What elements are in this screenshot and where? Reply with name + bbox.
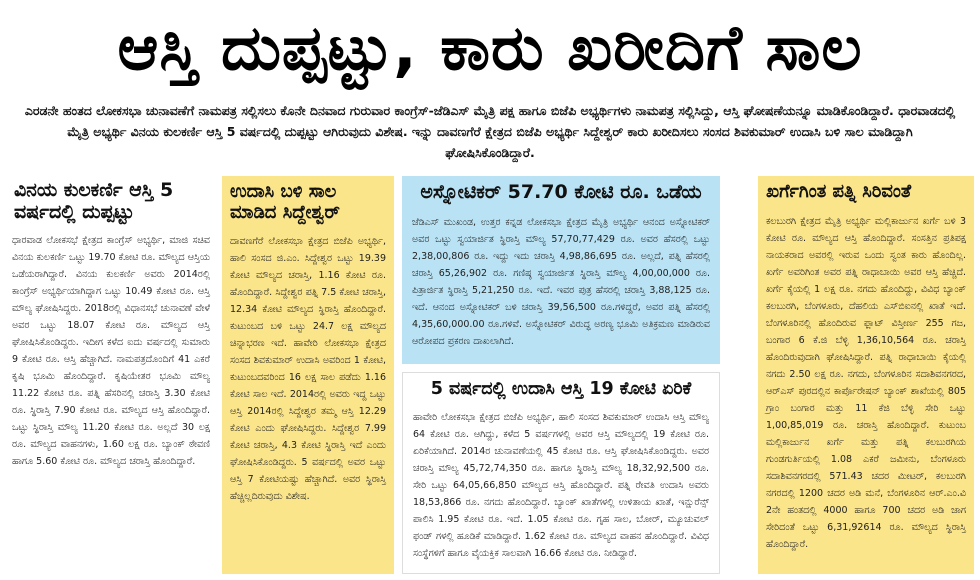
article-vinay-kulkarni bbox=[8, 176, 214, 574]
page-headline: ಆಸ್ತಿ ದುಪ್ಪಟ್ಟು, ಕಾರು ಖರೀದಿಗೆ ಸಾಲ bbox=[117, 11, 863, 84]
intro-paragraph: ಎರಡನೇ ಹಂತದ ಲೋಕಸಭಾ ಚುನಾವಣೆಗೆ ನಾಮಪತ್ರ ಸಲ್ಲಿಸಲು ಕೊನೇ ದಿನವಾದ ಗುರುವಾರ ಕಾಂಗ್ರೆಸ್-ಜೆಡಿಎಸ್ ಮೈತ್ರಿ ಪಕ್ಷ ಹಾಗೂ ಬಿಜೆಪಿ ಅಭ್ಯರ್ಥಿಗಳು ನಾಮಪತ್ರ ಸಲ್ಲಿಸಿದ್ದು, ಆಸ್ತಿ ಘೋಷಣೆಯನ್ನೂ ಮಾಡಿಕೊಂಡಿದ್ದಾರೆ. ಧಾರವಾಡದಲ್ಲಿ ಮೈತ್ರಿ ಅಭ್ಯರ್ಥಿ ವಿನಯ ಕುಲಕರ್ಣಿ ಆಸ್ತಿ 5 ವರ್ಷದಲ್ಲಿ ದುಪ್ಪಟ್ಟು ಆಗಿರುವುದು ವಿಶೇಷ. ಇನ್ನು ದಾವಣಗೆರೆ ಕ್ಷೇತ್ರದ ಬಿಜೆಪಿ ಅಭ್ಯರ್ಥಿ ಸಿದ್ದೇಶ್ವರ್ ಕಾರು ಖರೀದಿಸಲು ಸಂಸದ ಶಿವಕುಮಾರ್ ಉದಾಸಿ ಬಳಿ ಸಾಲ ಮಾಡಿದ್ದಾಗಿ ಘೋಷಿಸಿಕೊಂಡಿದ್ದಾರೆ. bbox=[24, 103, 956, 160]
article-body: ದಾವಣಗೆರೆ ಲೋಕಸಭಾ ಕ್ಷೇತ್ರದ ಬಿಜೆಪಿ ಅಭ್ಯರ್ಥಿ, ಹಾಲಿ ಸಂಸದ ಜಿ.ಎಂ. ಸಿದ್ದೇಶ್ವರ ಒಟ್ಟು 19.39 ಕೋಟಿ ಮೌಲ್ಯದ ಚರಾಸ್ತಿ, 1.16 ಕೋಟಿ ರೂ. ಹೊಂದಿದ್ದಾರೆ. ಸಿದ್ದೇಶ್ವರ ಪತ್ನಿ 7.5 ಕೋಟಿ ಚರಾಸ್ತಿ, 12.34 ಕೋಟಿ ಮೌಲ್ಯದ ಸ್ಥಿರಾಸ್ತಿ ಹೊಂದಿದ್ದಾರೆ. ಕುಟುಂಬದ ಬಳಿ ಒಟ್ಟು 24.7 ಲಕ್ಷ ಮೌಲ್ಯದ ಚಿನ್ನಾಭರಣ ಇದೆ. ಹಾವೇರಿ ಲೋಕಸಭಾ ಕ್ಷೇತ್ರದ ಸಂಸದ ಶಿವಕುಮಾರ್ ಉದಾಸಿ ಅವರಿಂದ 1 ಕೋಟಿ, ಕುಟುಂಬದವರಿಂದ 16 ಲಕ್ಷ ಸಾಲ ಪಡೆದು 1.16 ಕೋಟಿ ಸಾಲ ಇದೆ. 2014ರಲ್ಲಿ ಅವರು ಇದ್ದ ಒಟ್ಟು ಆಸ್ತಿ 2014ರಲ್ಲಿ ಸಿದ್ದೇಶ್ವರ ತಮ್ಮ ಆಸ್ತಿ 12.29 ಕೋಟಿ ಎಂದು ಘೋಷಿಸಿದ್ದರು. ಸಿದ್ದೇಶ್ವರ 7.99 ಕೋಟಿ ಚರಾಸ್ತಿ, 4.3 ಕೋಟಿ ಸ್ಥಿರಾಸ್ತಿ ಇದೆ ಎಂದು ಘೋಷಿಸಿಕೊಂಡಿದ್ದರು. 5 ವರ್ಷದಲ್ಲಿ ಅವರ ಒಟ್ಟು ಆಸ್ತಿ 7 ಕೋಟಿಯಷ್ಟು ಹೆಚ್ಚಾಗಿದೆ. ಅವರ ಸ್ಥಿರಾಸ್ತಿ ಹೆಚ್ಚಿಲ್ಲದಿರುವುದು ವಿಶೇಷ. bbox=[230, 236, 386, 503]
article-asnotikar bbox=[402, 176, 720, 364]
article-body: ಜೆಡಿಎಸ್ ಮುಖಂಡ, ಉತ್ತರ ಕನ್ನಡ ಲೋಕಸಭಾ ಕ್ಷೇತ್ರದ ಮೈತ್ರಿ ಅಭ್ಯರ್ಥಿ ಆನಂದ ಅಸ್ನೋಟಿಕರ್ ಅವರ ಒಟ್ಟು ಸ್ವಯಾರ್ಜಿತ ಸ್ಥಿರಾಸ್ತಿ ಮೌಲ್ಯ 57,70,77,429 ರೂ. ಅವರ ಹೆಸರಲ್ಲಿ ಒಟ್ಟು 2,38,00,806 ರೂ. ಇದ್ದು ಇದು ಚರಾಸ್ತಿ 4,98,86,695 ರೂ. ಅಲ್ಲದೆ, ಪತ್ನಿ ಹೆಸರಲ್ಲಿ ಚರಾಸ್ತಿ 65,26,902 ರೂ. ಗಣಿಷ್ಠ ಸ್ವಯಾರ್ಜಿತ ಸ್ಥಿರಾಸ್ತಿ ಮೌಲ್ಯ 4,00,00,000 ರೂ. ಪಿತ್ರಾರ್ಜಿತ ಸ್ಥಿರಾಸ್ತಿ 5,21,250 ರೂ. ಇದೆ. ಇವರ ಪುತ್ರ ಹೆಸರಲ್ಲಿ ಚರಾಸ್ತಿ 3,88,125 ರೂ. ಇದೆ. ಆನಂದ ಅಸ್ನೋಟಿಕರ್ ಬಳಿ ಚರಾಸ್ತಿ 39,56,500 ರೂ.ಗಳಿದ್ದರೆ, ಅವರ ಪತ್ನಿ ಹೆಸರಲ್ಲಿ 4,35,60,000.00 ರೂ.ಗಳಿವೆ. ಅಸ್ನೋಟಿಕರ್ ವಿರುದ್ಧ ಅರಣ್ಯ ಭೂಮಿ ಅತಿಕ್ರಮಣ ಮಾಡಿರುವ ಆರೋಪದ ಪ್ರಕರಣ ದಾಖಲಾಗಿದೆ. bbox=[412, 216, 710, 347]
article-siddeshwar bbox=[222, 176, 394, 574]
article-heading: ವಿನಯ ಕುಲಕರ್ಣಿ ಆಸ್ತಿ 5 ವರ್ಷದಲ್ಲಿ ದುಪ್ಪಟ್ಟು bbox=[14, 179, 174, 223]
article-kharge bbox=[758, 176, 974, 574]
article-body: ಹಾವೇರಿ ಲೋಕಸಭಾ ಕ್ಷೇತ್ರದ ಬಿಜೆಪಿ ಅಭ್ಯರ್ಥಿ, ಹಾಲಿ ಸಂಸದ ಶಿವಕುಮಾರ್ ಉದಾಸಿ ಆಸ್ತಿ ಮೌಲ್ಯ 64 ಕೋಟಿ ರೂ. ಆಗಿದ್ದು, ಕಳೆದ 5 ವರ್ಷಗಳಲ್ಲಿ ಅವರ ಆಸ್ತಿ ಮೌಲ್ಯದಲ್ಲಿ 19 ಕೋಟಿ ರೂ. ಏರಿಕೆಯಾಗಿದೆ. 2014ರ ಚುನಾವಣೆಯಲ್ಲಿ 45 ಕೋಟಿ ರೂ. ಆಸ್ತಿ ಘೋಷಿಸಿಕೊಂಡಿದ್ದರು. ಅವರ ಚರಾಸ್ತಿ ಮೌಲ್ಯ 45,72,74,350 ರೂ. ಹಾಗೂ ಸ್ಥಿರಾಸ್ತಿ ಮೌಲ್ಯ 18,32,92,500 ರೂ. ಸೇರಿ ಒಟ್ಟು 64,05,66,850 ಮೌಲ್ಯದ ಆಸ್ತಿ ಹೊಂದಿದ್ದಾರೆ. ಪತ್ನಿ ರೇವತಿ ಉದಾಸಿ ಅವರು 18,53,866 ರೂ. ನಗದು ಹೊಂದಿದ್ದಾರೆ. ಬ್ಯಾಂಕ್ ಖಾತೆಗಳಲ್ಲಿ ಉಳಿತಾಯ ಖಾತೆ, ಇನ್ಷುರೆನ್ಸ್ ಪಾಲಿಸಿ 1.95 ಕೋಟಿ ರೂ. ಇದೆ. 1.05 ಕೋಟಿ ರೂ. ಗೃಹ ಸಾಲ, ಬೋರ್, ಮ್ಯೂಚುವಲ್ ಫಂಡ್ ಗಳಲ್ಲಿ ಹೂಡಿಕೆ ಮಾಡಿದ್ದಾರೆ. 1.62 ಕೋಟಿ ರೂ. ಮೌಲ್ಯದ ವಾಹನ ಹೊಂದಿದ್ದಾರೆ. ವಿವಿಧ ಸಂಸ್ಥೆಗಳಿಗೆ ಹಾಗೂ ವೈಯಕ್ತಿಕ ಸಾಲವಾಗಿ 16.66 ಕೋಟಿ ರೂ. ನೀಡಿದ್ದಾರೆ. bbox=[413, 412, 709, 560]
article-heading: 5 ವರ್ಷದಲ್ಲಿ ಉದಾಸಿ ಆಸ್ತಿ 19 ಕೋಟಿ ಏರಿಕೆ bbox=[430, 379, 692, 399]
article-body: ಧಾರವಾಡ ಲೋಕಸಭೆ ಕ್ಷೇತ್ರದ ಕಾಂಗ್ರೆಸ್ ಅಭ್ಯರ್ಥಿ, ಮಾಜಿ ಸಚಿವ ವಿನಯ ಕುಲಕರ್ಣಿ ಒಟ್ಟು 19.70 ಕೋಟಿ ರೂ. ಮೌಲ್ಯದ ಆಸ್ತಿಯ ಒಡೆಯರಾಗಿದ್ದಾರೆ. ವಿನಯ ಕುಲಕರ್ಣಿ ಅವರು 2014ರಲ್ಲಿ ಕಾಂಗ್ರೆಸ್ ಅಭ್ಯರ್ಥಿಯಾಗಿದ್ದಾಗ ಒಟ್ಟು 10.49 ಕೋಟಿ ರೂ. ಆಸ್ತಿ ಮೌಲ್ಯ ಘೋಷಿಸಿದ್ದರು. 2018ರಲ್ಲಿ ವಿಧಾನಸಭೆ ಚುನಾವಣೆ ವೇಳೆ ಅವರ ಒಟ್ಟು 18.07 ಕೋಟಿ ರೂ. ಮೌಲ್ಯದ ಆಸ್ತಿ ಘೋಷಿಸಿಕೊಂಡಿದ್ದರು. ಇದೀಗ ಕಳೆದ ಐದು ವರ್ಷದಲ್ಲಿ ಸುಮಾರು 9 ಕೋಟಿ ರೂ. ಆಸ್ತಿ ಹೆಚ್ಚಾಗಿದೆ. ನಾಮಪತ್ರದೊಂದಿಗೆ 41 ಎಕರೆ ಕೃಷಿ ಭೂಮಿ ಹೊಂದಿದ್ದಾರೆ. ಕೃಷಿಯೇತರ ಭೂಮಿ ಮೌಲ್ಯ 11.22 ಕೋಟಿ ರೂ. ಪತ್ನಿ ಹೆಸರಿನಲ್ಲಿ ಚರಾಸ್ತಿ 3.30 ಕೋಟಿ ರೂ. ಸ್ಥಿರಾಸ್ತಿ 7.90 ಕೋಟಿ ರೂ. ಮೌಲ್ಯದ ಆಸ್ತಿ ಹೊಂದಿದ್ದಾರೆ. ಒಟ್ಟು ಸ್ಥಿರಾಸ್ತಿ ಮೌಲ್ಯ 11.20 ಕೋಟಿ ರೂ. ಅಲ್ಲದೆ 30 ಲಕ್ಷ ರೂ. ಮೌಲ್ಯದ ವಾಹನಗಳು, 1.60 ಲಕ್ಷ ರೂ. ಬ್ಯಾಂಕ್ ಠೇವಣಿ ಹಾಗೂ 5.60 ಕೋಟಿ ರೂ. ಮೌಲ್ಯದ ಚರಾಸ್ತಿ ಹೊಂದಿದ್ದಾರೆ. bbox=[12, 234, 210, 467]
article-heading: ಅಸ್ನೋಟಿಕರ್ 57.70 ಕೋಟಿ ರೂ. ಒಡೆಯ bbox=[420, 181, 702, 203]
article-heading: ಉದಾಸಿ ಬಳಿ ಸಾಲ ಮಾಡಿದ ಸಿದ್ದೇಶ್ವರ್ bbox=[230, 181, 340, 223]
article-heading: ಖರ್ಗೆಗಿಂತ ಪತ್ನಿ ಸಿರಿವಂತೆ bbox=[766, 181, 912, 202]
article-body: ಕಲಬುರಗಿ ಕ್ಷೇತ್ರದ ಮೈತ್ರಿ ಅಭ್ಯರ್ಥಿ ಮಲ್ಲಿಕಾರ್ಜುನ ಖರ್ಗೆ ಬಳಿ 3 ಕೋಟಿ ರೂ. ಮೌಲ್ಯದ ಆಸ್ತಿ ಹೊಂದಿದ್ದಾರೆ. ಸಂಸತ್ತಿನ ಪ್ರತಿಪಕ್ಷ ನಾಯಕರಾದ ಅವರಲ್ಲಿ ಇರುವ ಒಂದು ಸ್ವಂತ ಕಾರು ಹೊಂದಿಲ್ಲ. ಖರ್ಗೆ ಅವರಿಗಿಂತ ಅವರ ಪತ್ನಿ ರಾಧಾಬಾಯಿ ಅವರ ಆಸ್ತಿ ಹೆಚ್ಚಿದೆ. ಖರ್ಗೆ ಕೈಯಲ್ಲಿ 1 ಲಕ್ಷ ರೂ. ನಗದು ಹೊಂದಿದ್ದು, ವಿವಿಧ ಬ್ಯಾಂಕ್ ಕಲಬುರಗಿ, ಬೆಂಗಳೂರು, ದೆಹಲಿಯ ಎಸ್‌ಬಿಐನಲ್ಲಿ ಖಾತೆ ಇದೆ. ಬೆಂಗಳೂರಿನಲ್ಲಿ ಹೊಂದಿರುವ ಫ್ಲಾಟ್ ವಿಸ್ತೀರ್ಣ 255 ಗಜ, ಬಂಗಾರ 6 ಕೆ.ಜಿ ಬೆಳ್ಳಿ 1,36,10,564 ರೂ. ಚರಾಸ್ತಿ ಹೊಂದಿರುವುದಾಗಿ ಘೋಷಿಸಿದ್ದಾರೆ. ಪತ್ನಿ ರಾಧಾಬಾಯಿ ಕೈಯಲ್ಲಿ ನಗದು 2.50 ಲಕ್ಷ ರೂ. ನಗದು, ಬೆಂಗಳೂರಿನ ಸದಾಶಿವನಗರದ, ಆರ್‌ಎಸ್‌ ಪುರದಲ್ಲಿನ ಕಾರ್ಪೊರೇಷನ್ ಬ್ಯಾಂಕ್ ಶಾಖೆಯಲ್ಲಿ 805 ಗ್ರಾಂ ಬಂಗಾರ ಮತ್ತು 11 ಕೆಜಿ ಬೆಳ್ಳಿ ಸೇರಿ ಒಟ್ಟು 1,00,85,019 ರೂ. ಚರಾಸ್ತಿ ಹೊಂದಿದ್ದಾರೆ. ಕುಟುಂಬ ಮಲ್ಲಿಕಾರ್ಜುನ ಖರ್ಗೆ ಮತ್ತು ಪತ್ನಿ ಕಲಬುರಗಿಯ ಗುಂಡಗುರ್ತಿಯಲ್ಲಿ 1.08 ಎಕರೆ ಜಮೀನು, ಬೆಂಗಳೂರು ಸದಾಶಿವನಗರದಲ್ಲಿ 571.43 ಚದರ ಮೀಟರ್, ಕಲಬುರಗಿ ನಗರದಲ್ಲಿ 1200 ಚದರ ಅಡಿ ಮನೆ, ಬೆಂಗಳೂರಿನ ಆರ್.ಎಂ.ವಿ 2ನೇ ಹಂತದಲ್ಲಿ 4000 ಹಾಗೂ 700 ಚದರ ಅಡಿ ಜಾಗ ಸೇರಿದಂತೆ ಒಟ್ಟು 6,31,92614 ರೂ. ಮೌಲ್ಯದ ಸ್ಥಿರಾಸ್ತಿ ಹೊಂದಿದ್ದಾರೆ. bbox=[766, 215, 966, 550]
article-udasi bbox=[402, 372, 720, 574]
